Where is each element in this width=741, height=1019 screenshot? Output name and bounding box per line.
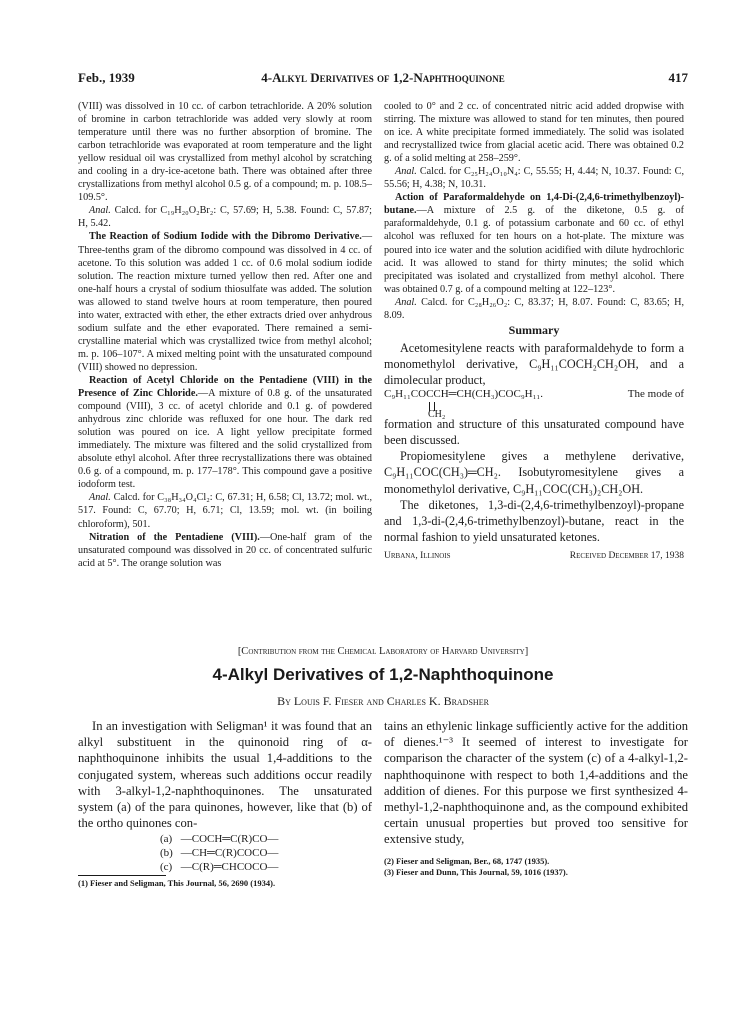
footnote: (3) Fieser and Dunn, This Journal, 59, 1016 (1937). [384,866,568,877]
anal-label: Anal. [395,166,417,178]
right-column [384,100,684,563]
analysis-paragraph [384,165,684,191]
place: Urbana, Illinois [384,550,451,561]
section-paragraph [78,230,372,374]
article-title: 4-Alkyl Derivatives of 1,2-Naphthoquinone [212,665,554,684]
header-date: Feb., 1939 [78,70,135,85]
anal-text: Calcd. for C₃₈H₃₄O₄Cl₂: C, 67.31; H, 6.58; Cl, 13.72; mol. wt., 517. Found: C, 67.70; H, 6.71; Cl, 13.59; mol. wt. (in boiling chloroform), 501. [78,492,372,530]
summary-heading: Summary [508,322,560,337]
left-column [78,100,372,570]
page-number: 417 [668,70,688,85]
section-text: —One-half gram of the unsaturated compound was dissolved in 20 cc. of concentrated sulfuric acid at 5°. The orange solution was [78,531,372,569]
paragraph: In an investigation with Seligman¹ it was found that an alkyl substituent in the quinonoid ring of α-naphthoquinone inhibits the usual 1,4-additions to the conjugated system, whereas such additions occur readily with 3-alkyl-1,2-naphthoquinones. The unsaturated system (a) of the para quinones, however, like that (b) of the ortho quinones con- [78,719,372,831]
section-heading: Nitration of the Pentadiene (VIII). [89,531,260,543]
paragraph: (VIII) was dissolved in 10 cc. of carbon tetrachloride. A 20% solution of bromine in carbon tetrachloride was added very slowly at room temperature until there was no further absorption of bromine. The carbon tetrachloride was evaporated at room temperature and the light yellow residual oil was crystallized from methyl alcohol by scratching and cooling in a dry-ice-acetone bath. There was obtained after three crystallizations from methyl alcohol 0.5 g. of a compound; m. p. 108.5–109.5°. [78,101,372,204]
summary-paragraph: formation and structure of this unsaturated compound have been discussed. [384,417,684,448]
anal-text: Calcd. for C₂₈H₂₆O₂: C, 83.37; H, 8.07. Found: C, 83.65; H, 8.09. [384,296,685,321]
section-text: —A mixture of 0.8 g. of the unsaturated compound (VIII), 3 cc. of acetyl chloride and 0.1 g. of powdered anhydrous zinc chloride was refluxed for one hour. The dark red solution was poured on ice. A light yellow precipitate formed immediately. The mixture was filtered and the solid crystallized from absolute ethyl alcohol. After three recrystallizations there was obtained 0.6 g. of a compound, m. p. 177–178°. This compound gave a positive iodoform test. [78,388,372,491]
footnote: (2) Fieser and Seligman, Ber., 68, 1747 (1935). [384,855,550,866]
anal-text: Calcd. for C₂₅H₂₄O₁₀N₄: C, 55.55; H, 4.44; N, 10.37. Found: C, 55.56; H, 4.38; N, 10.31. [384,166,685,191]
system-formula: —CH═C(R)COCO— [180,847,279,860]
systems-list [160,832,372,874]
analysis-paragraph [78,204,372,230]
section-heading: The Reaction of Sodium Iodide with the Dibromo Derivative. [89,231,362,243]
ch2-substituent: CH₂ [428,409,446,421]
paragraph: tains an ethylenic linkage sufficiently active for the addition of dienes.¹⁻³ It seemed of interest to investigate for comparison the character of the system (c) of a 4-alkyl-1,2-naphthoquinone with respect to both 1,4-additions and the addition of dienes. For this purpose we first synthesized 4-methyl-1,2-naphthoquinone and, as the compound exhibited certain unusual properties but proved too sensitive for extensive study, [384,719,688,847]
system-item [160,832,372,846]
anal-text: Calcd. for C₁₉H₂₀O₂Br₂: C, 57.69; H, 5.38. Found: C, 57.87; H, 5.42. [78,205,373,230]
system-formula: —C(R)═CHCOCO— [180,861,279,874]
system-label: (b) [160,847,173,860]
section-heading: Action of Paraformaldehyde on 1,4-Di-(2,4,6-trimethylbenzoyl)-butane. [384,192,684,217]
section-paragraph [78,374,372,491]
system-label: (c) [160,861,173,874]
section-heading: Reaction of Acetyl Chloride on the Pentadiene (VIII) in the Presence of Zinc Chloride. [78,374,372,400]
summary-paragraph: Propiomesitylene gives a methylene derivative, C₉H₁₁COC(CH₃)═CH₂. Isobutyromesitylene gives a monomethylol derivative, C₉H₁₁COC(CH₃)₂CH₂OH. [384,449,684,496]
footnote: (1) Fieser and Seligman, This Journal, 56, 2690 (1934). [78,878,276,889]
byline: By Louis F. Fieser and Charles K. Bradsher [277,694,489,708]
analysis-paragraph [384,296,684,322]
summary-paragraph: The diketones, 1,3-di-(2,4,6-trimethylbenzoyl)-propane and 1,3-di-(2,4,6-trimethylbenzoyl)-butane, react in the normal fashion to yield unsaturated ketones. [384,497,684,544]
section-paragraph [384,191,684,295]
system-item [160,860,372,874]
received-date: Received December 17, 1938 [569,550,684,561]
section-paragraph [78,531,372,570]
running-header [78,70,688,86]
system-formula: —COCH═C(R)CO— [180,833,279,846]
anal-label: Anal. [89,492,111,504]
formula-text: C₉H₁₁COCCH═CH(CH₃)COC₉H₁₁. [384,388,544,401]
anal-label: Anal. [89,205,111,217]
header-title: 4-Alkyl Derivatives of 1,2-Naphthoquinone [261,70,505,85]
system-item [160,846,372,860]
footnote-rule [78,875,166,876]
contribution-line: [Contribution from the Chemical Laboratory of Harvard University] [237,646,529,657]
summary-section [384,324,684,545]
analysis-paragraph [78,491,372,530]
structural-formula [384,388,684,421]
paragraph: cooled to 0° and 2 cc. of concentrated nitric acid added dropwise with stirring. The mixture was allowed to stand for ten minutes, then poured on ice. A white precipitate formed immediately. The solid was isolated and recrystallized twice from glacial acetic acid. There was obtained 0.2 g. of a solid melting at 258–259°. [384,101,684,165]
section-text: —A mixture of 2.5 g. of the diketone, 0.5 g. of paraformaldehyde, 0.1 g. of potassium carbonate and 60 cc. of ethyl alcohol was refluxed for ten hours on a hot-plate. The mixture was poured into ice water and the solution acidified with dilute hydrochloric acid. It was allowed to stand for thirty minutes; the solid which precipitated was isolated and crystallized from methyl alcohol. There was obtained 0.7 g. of a compound melting at 122–123°. [384,205,684,295]
article-right-column [384,718,688,878]
summary-paragraph: Acetomesitylene reacts with paraformaldehyde to form a monomethylol derivative, C₉H₁₁COCH₂CH₂OH, and a dimolecular product, [384,340,684,388]
affiliation-line [384,550,684,563]
section-text: —Three-tenths gram of the dibromo compound was dissolved in 4 cc. of acetone. To this solution was added 1 cc. of 0.6 molal sodium iodide solution. The reaction mixture turned yellow then red. After one and one-half hours a crystal of sodium thiosulfate was added. The solution was allowed to stand twelve hours at room temperature, then poured into water, extracted with ether, the ether extracts dried over anhydrous sodium sulfate and the ether evaporated. There remained a semi-crystalline material which was crystallized twice from methyl alcohol; m. p. 106–107°. A mixed melting point with the unsaturated compound (VIII) showed no depression. [78,231,372,373]
system-label: (a) [160,833,173,846]
formula-tail-text: The mode of [627,388,684,401]
anal-label: Anal. [395,296,417,308]
article-left-column [78,718,372,889]
